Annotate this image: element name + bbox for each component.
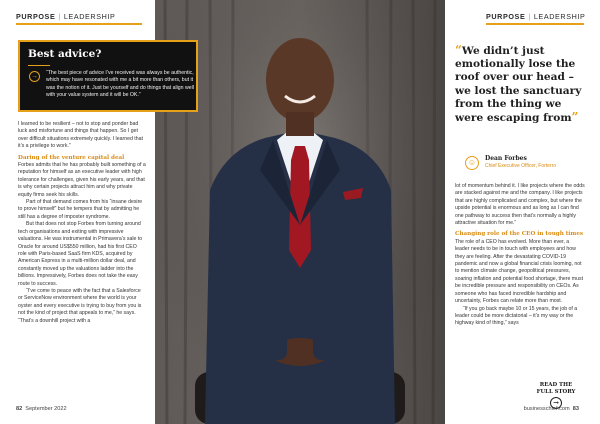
arrow-right-circle-icon: → xyxy=(31,73,38,80)
subsection-label: LEADERSHIP xyxy=(63,12,116,21)
body-paragraph: But that does not stop Forbes from turning around tech organisations and exiting with impressive valuations. He was instrumental in Primavera’s sale to Oracle for around US$550 million, had his first CEO role with Paris-based SaaS firm KDS, acquired by American Express in a multi-million dollar deal, and constantly moved up the valuations ladder into the billions. Impressively, Forbes does not take the easy route to success. xyxy=(18,221,143,287)
advice-rule xyxy=(28,65,50,66)
header-rule-right xyxy=(486,23,584,25)
quote-attribution xyxy=(465,154,585,176)
site-url: businesschief.com xyxy=(523,406,570,412)
subhead-ceo-role: Changing role of the CEO in tough times xyxy=(455,231,584,238)
body-paragraph: lot of momentum behind it. I like projects where the odds are stacked against me and the company. I like projects that are highly complicated and complex, but where the upside potential is enormous and as long as I can find one pathway to success then that’s normally a highly attractive situation for me.” xyxy=(455,183,585,227)
body-paragraph: “If you go back maybe 10 or 15 years, the job of a leader could be more dictatorial – it’s my way or the highway kind of thing,” says xyxy=(455,305,578,327)
open-quote-mark: “ xyxy=(455,43,462,57)
section-tag-left: PURPOSE | LEADERSHIP xyxy=(16,12,116,21)
pull-quote xyxy=(455,44,585,125)
section-label: PURPOSE xyxy=(486,12,526,21)
body-paragraph: The role of a CEO has evolved. More than ever, a leader needs to be in touch with employees and how they are feeling. After the devastating COVID-19 pandemic and now a global financial crisis looming, not to mention climate change, geopolitical pressures, soaring inflation and potential food shortage, there must be incredible pressure and responsibility on CEOs. As someone who has faced incredible hardship and uncertainty, Forbes can relate more than most. xyxy=(455,238,584,305)
body-paragraph: “I’ve come to peace with the fact that a Salesforce or ServiceNow environment where the world is your oyster and every executive is trying to buy from you is not the kind of project that appeals to me,” he says. “That’s a downhill project with a xyxy=(18,287,142,324)
person-icon: ☺ xyxy=(465,156,479,170)
section-tag-right: PURPOSE | LEADERSHIP xyxy=(486,12,586,21)
issue-date: September 2022 xyxy=(25,406,67,412)
advice-text: “The best piece of advice I’ve received was always be authentic, which may have resonated with me a bit more than others, but it was the notion of it. Just be yourself and do things that align well with your value system and it will be OK.” xyxy=(46,70,194,99)
attribution-name: Dean Forbes xyxy=(485,155,527,162)
body-paragraph: Part of that demand comes from his “insane desire to prove himself” but he tempers that by admitting he still has a degree of imposter syndrome. xyxy=(18,199,143,220)
close-quote-mark: ” xyxy=(571,110,579,125)
section-label: PURPOSE xyxy=(16,12,56,21)
page-number: 83 xyxy=(572,406,579,412)
pull-quote-text: We didn’t just emotionally lose the roof over our head – we lost the sanctuary from the thing we were escaping from xyxy=(455,45,582,125)
folio-left xyxy=(16,406,67,412)
header-rule-left xyxy=(16,23,142,25)
folio-right xyxy=(524,406,582,412)
right-column-text xyxy=(455,183,585,328)
arrow-right-icon[interactable]: → xyxy=(550,397,562,409)
portrait-illustration xyxy=(155,0,445,424)
read-more-line2: FULL STORY xyxy=(536,388,576,395)
advice-title: Best advice? xyxy=(28,48,102,60)
page-number: 82 xyxy=(16,406,23,412)
read-more-line1: READ THE xyxy=(539,382,573,388)
body-paragraph: Forbes admits that he has probably built something of a reputation for himself as an executive leader with high tolerance for challenges, given his early years, and that is why certain projects attract him and why private equity firms seek his skills. xyxy=(18,162,146,198)
left-column-text xyxy=(18,121,146,325)
attribution-role: Chief Executive Officer, Forterro xyxy=(485,163,557,169)
subsection-label: LEADERSHIP xyxy=(533,12,586,21)
intro-paragraph: I learned to be resilient – not to stop and ponder bad luck and misfortune and things that happen. So I get over difficult situations extremely quickly. I learned that it’s a privilege to work.” xyxy=(18,121,143,150)
portrait-photo xyxy=(155,0,445,424)
best-advice-box xyxy=(18,40,198,112)
subhead-venture: Daring of the venture capital deal xyxy=(18,154,125,161)
